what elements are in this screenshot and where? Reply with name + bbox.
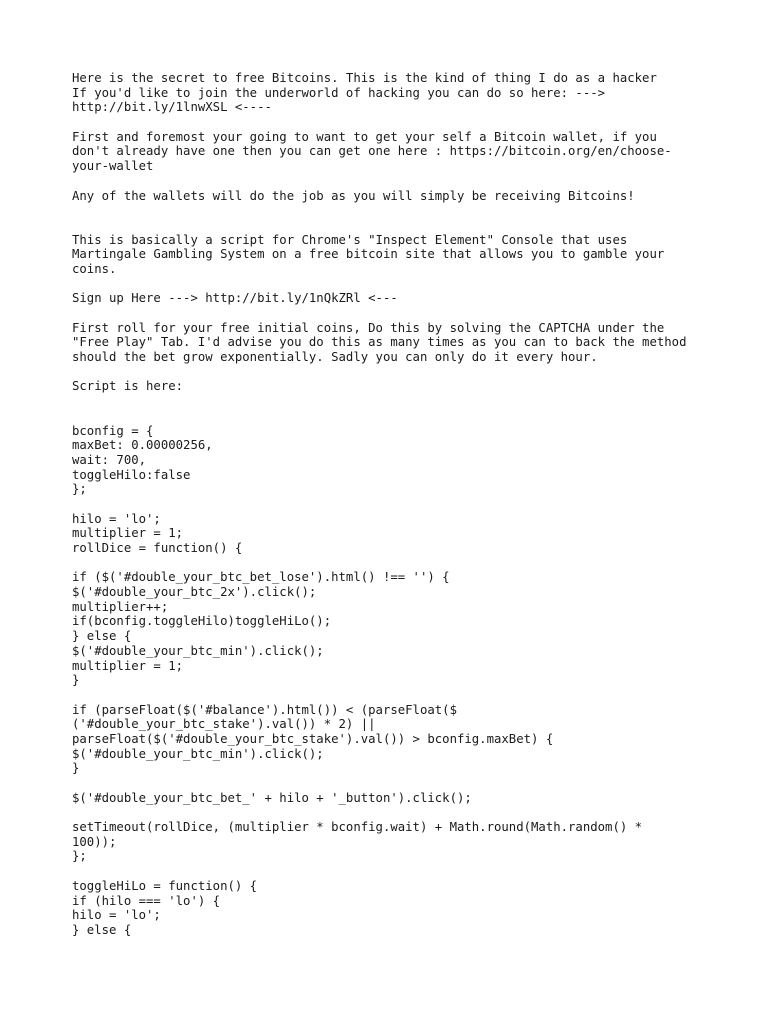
text-line: maxBet: 0.00000256, <box>72 438 213 453</box>
text-line: bconfig = { <box>72 423 154 438</box>
text-line <box>72 203 732 218</box>
text-line <box>72 115 732 130</box>
text-line <box>72 497 732 512</box>
text-line: multiplier = 1; <box>72 658 184 673</box>
text-line: parseFloat($('#double_your_btc_stake').val()) > bconfig.maxBet) { <box>72 731 554 746</box>
text-line: $('#double_your_btc_bet_' + hilo + '_button').click(); <box>72 790 472 805</box>
text-line <box>72 776 732 791</box>
text-line: toggleHiLo = function() { <box>72 878 258 893</box>
text-line: Martingale Gambling System on a free bitcoin site that allows you to gamble your <box>72 247 665 262</box>
text-line <box>72 218 732 233</box>
text-line: Sign up Here ---> http://bit.ly/1nQkZRl <--- <box>72 291 398 306</box>
text-line: if ($('#double_your_btc_bet_lose').html() !== '') { <box>72 570 450 585</box>
text-line: hilo = 'lo'; <box>72 908 161 923</box>
document-body <box>72 71 732 938</box>
text-line: }; <box>72 849 87 864</box>
text-line: Here is the secret to free Bitcoins. This is the kind of thing I do as a hacker <box>72 71 657 85</box>
text-line: Script is here: <box>72 379 184 394</box>
text-line: Any of the wallets will do the job as you will simply be receiving Bitcoins! <box>72 188 635 203</box>
text-line: http://bit.ly/1lnwXSL <---- <box>72 100 272 115</box>
text-line: $('#double_your_btc_2x').click(); <box>72 585 317 600</box>
text-line: hilo = 'lo'; <box>72 511 161 526</box>
text-line: multiplier = 1; <box>72 526 184 541</box>
text-line: First roll for your free initial coins, Do this by solving the CAPTCHA under the <box>72 320 665 335</box>
document-page <box>72 71 732 938</box>
text-line: First and foremost your going to want to get your self a Bitcoin wallet, if you <box>72 129 657 144</box>
text-line <box>72 805 732 820</box>
text-line: } else { <box>72 629 132 644</box>
text-line: multiplier++; <box>72 599 169 614</box>
text-line: } <box>72 761 80 776</box>
text-line <box>72 306 732 321</box>
text-line <box>72 365 732 380</box>
text-line: If you'd like to join the underworld of hacking you can do so here: ---> <box>72 85 606 100</box>
text-line: setTimeout(rollDice, (multiplier * bconfig.wait) + Math.round(Math.random() * <box>72 820 643 835</box>
text-line: if (parseFloat($('#balance').html()) < (parseFloat($ <box>72 702 457 717</box>
text-line: }; <box>72 482 87 497</box>
text-line: $('#double_your_btc_min').click(); <box>72 746 324 761</box>
text-line <box>72 556 732 571</box>
text-line <box>72 277 732 292</box>
text-line: rollDice = function() { <box>72 541 243 555</box>
text-line: ('#double_your_btc_stake').val()) * 2) || <box>72 717 376 732</box>
text-line: $('#double_your_btc_min').click(); <box>72 643 324 658</box>
text-line: should the bet grow exponentially. Sadly you can only do it every hour. <box>72 350 598 365</box>
text-line: coins. <box>72 261 117 276</box>
text-line: toggleHilo:false <box>72 467 191 482</box>
text-line <box>72 409 732 424</box>
text-line: } else { <box>72 922 132 937</box>
text-line: your-wallet <box>72 159 154 174</box>
text-line <box>72 394 732 409</box>
text-line: "Free Play" Tab. I'd advise you do this as many times as you can to back the method <box>72 335 687 350</box>
text-line <box>72 174 732 189</box>
text-line: wait: 700, <box>72 452 147 467</box>
text-line: if(bconfig.toggleHilo)toggleHiLo(); <box>72 614 332 629</box>
text-line <box>72 864 732 879</box>
text-line: 100)); <box>72 834 117 849</box>
text-line: if (hilo === 'lo') { <box>72 893 221 908</box>
text-line: don't already have one then you can get one here : https://bitcoin.org/en/choose- <box>72 144 672 159</box>
text-line <box>72 688 732 703</box>
text-line: This is basically a script for Chrome's "Inspect Element" Console that uses <box>72 232 628 247</box>
text-line: } <box>72 673 80 688</box>
